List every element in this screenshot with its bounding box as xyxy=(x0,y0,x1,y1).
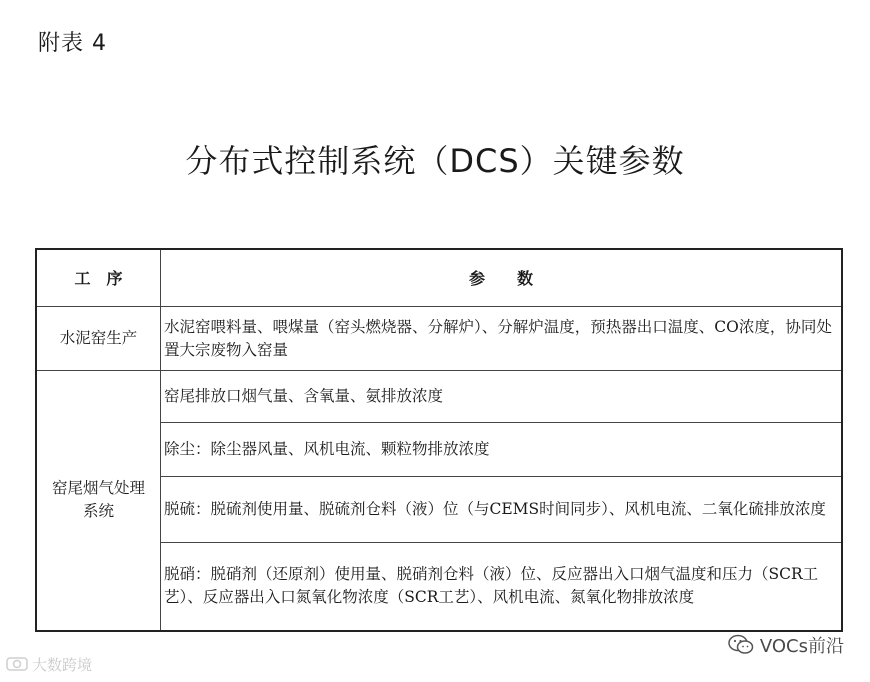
parameter-cell: 除尘：除尘器风量、风机电流、颗粒物排放浓度 xyxy=(161,423,843,477)
wechat-icon xyxy=(728,634,754,656)
table-row xyxy=(36,371,842,423)
watermark-left xyxy=(6,654,92,675)
document-title: 分布式控制系统（DCS）关键参数 xyxy=(185,142,685,180)
parameter-cell: 脱硫：脱硫剂使用量、脱硫剂仓料（液）位（与CEMS时间同步）、风机电流、二氧化硫排放浓度 xyxy=(161,477,843,543)
table-row xyxy=(36,307,842,371)
column-header-parameters: 参 数 xyxy=(161,249,843,307)
process-cell: 水泥窑生产 xyxy=(36,307,161,371)
camera-icon xyxy=(6,655,28,675)
watermark-left-text: 大数跨境 xyxy=(32,656,93,674)
parameter-cell: 水泥窑喂料量、喂煤量（窑头燃烧器、分解炉）、分解炉温度，预热器出口温度、CO浓度，协同处置大宗废物入窑量 xyxy=(161,307,843,371)
process-cell xyxy=(36,371,161,631)
table-header-row xyxy=(36,249,842,307)
process-label: 窑尾烟气处理系统 xyxy=(51,479,145,521)
dcs-parameter-table xyxy=(35,248,843,632)
appendix-label: 附表 4 xyxy=(38,31,107,56)
parameter-cell: 窑尾排放口烟气量、含氧量、氨排放浓度 xyxy=(161,371,843,423)
parameter-cell: 脱硝：脱硝剂（还原剂）使用量、脱硝剂仓料（液）位、反应器出入口烟气温度和压力（SCR工艺）、反应器出入口氮氧化物浓度（SCR工艺）、风机电流、氮氧化物排放浓度 xyxy=(161,543,843,631)
column-header-process: 工 序 xyxy=(36,249,161,307)
watermark-right-text: VOCs前沿 xyxy=(759,636,844,657)
watermark-right xyxy=(728,632,844,658)
